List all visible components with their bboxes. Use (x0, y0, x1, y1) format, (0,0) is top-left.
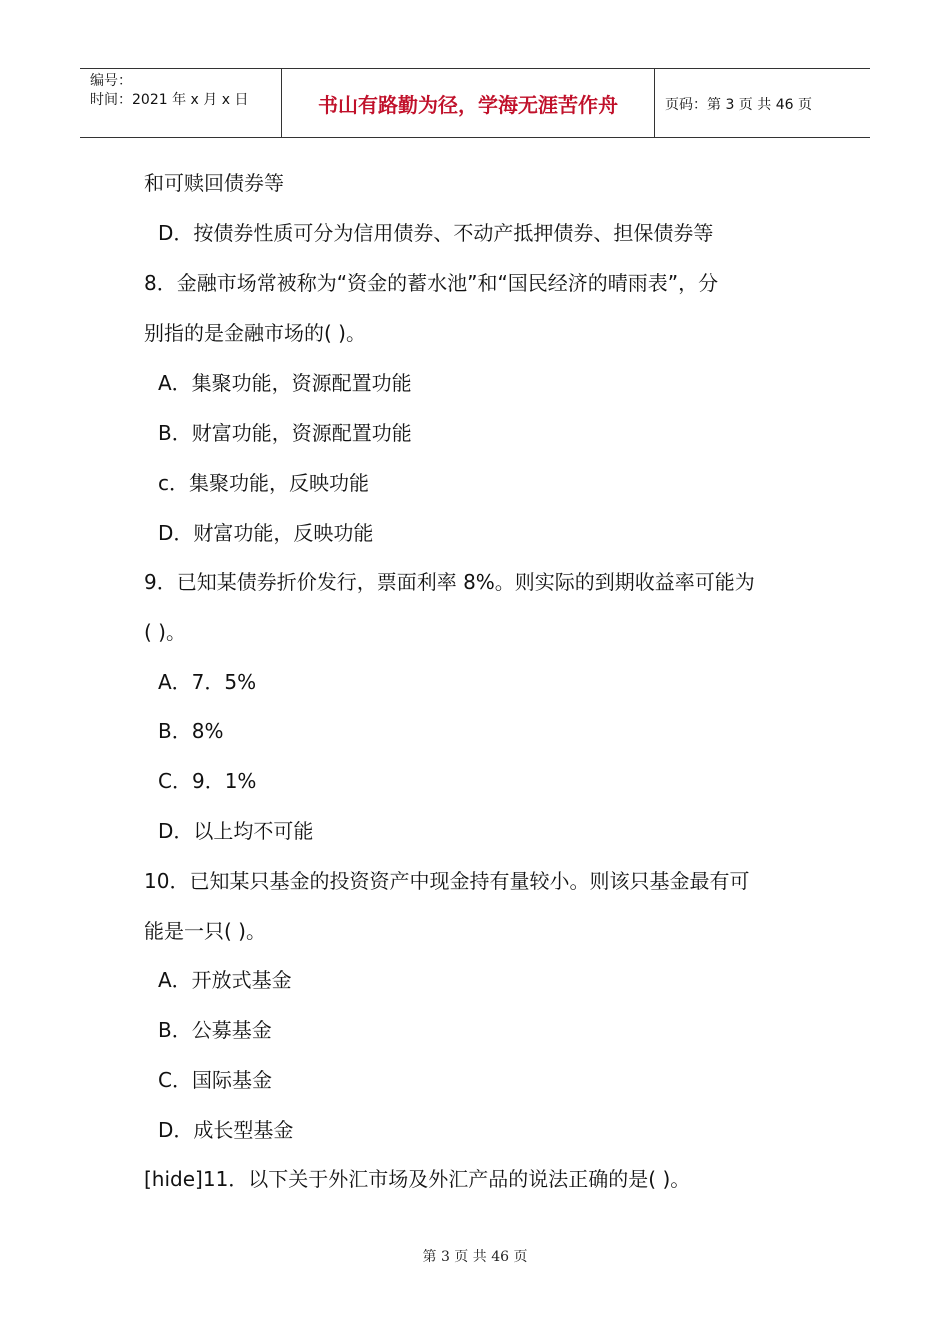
option-line: A．集聚功能，资源配置功能 (158, 371, 412, 395)
option-line: B．财富功能，资源配置功能 (158, 421, 412, 445)
text-line: 和可赎回债券等 (144, 171, 284, 195)
date-label: 时间：2021 年 x 月 x 日 (90, 92, 249, 108)
page-footer: 第 3 页 共 46 页 (422, 1249, 528, 1265)
question-line: [hide]11．以下关于外汇市场及外汇产品的说法正确的是( )。 (144, 1167, 691, 1191)
question-line: ( )。 (144, 620, 186, 644)
motto: 书山有路勤为径，学海无涯苦作舟 (318, 93, 618, 117)
header-motto-cell (282, 69, 655, 137)
question-line: 10．已知某只基金的投资资产中现金持有量较小。则该只基金最有可 (144, 869, 750, 893)
option-line: C．9．1% (158, 769, 257, 793)
code-label: 编号： (90, 73, 132, 89)
page-header (80, 68, 870, 138)
option-line: D．以上均不可能 (158, 819, 314, 843)
question-line: 9．已知某债券折价发行，票面利率 8%。则实际的到期收益率可能为 (144, 570, 755, 594)
option-line: D．财富功能，反映功能 (158, 521, 374, 545)
option-line: C．国际基金 (158, 1068, 272, 1092)
option-line: A．开放式基金 (158, 968, 292, 992)
option-line: A．7．5% (158, 670, 257, 694)
option-line: D．按债券性质可分为信用债券、不动产抵押债券、担保债券等 (158, 221, 714, 245)
option-line: B．8% (158, 719, 224, 743)
option-line: c．集聚功能，反映功能 (158, 471, 369, 495)
header-page-cell (655, 69, 870, 137)
question-line: 能是一只( )。 (144, 919, 266, 943)
page-info: 页码：第 3 页 共 46 页 (665, 97, 812, 113)
option-line: D．成长型基金 (158, 1118, 294, 1142)
header-meta-cell (80, 69, 282, 137)
option-line: B．公募基金 (158, 1018, 272, 1042)
question-line: 8．金融市场常被称为“资金的蓄水池”和“国民经济的晴雨表”，分 (144, 271, 719, 295)
question-line: 别指的是金融市场的( )。 (144, 321, 366, 345)
